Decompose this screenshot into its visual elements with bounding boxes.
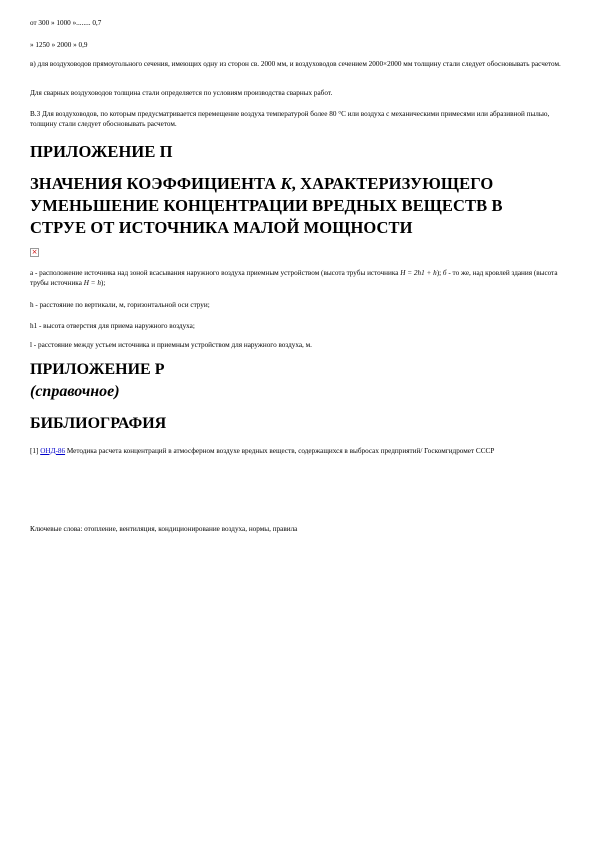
definition-h1: h1 - высота отверстия для приема наружного воздуха; <box>30 322 195 330</box>
definition-h: h - расстояние по вертикали, м, горизонтальной оси струи; <box>30 301 210 309</box>
broken-image-icon: × <box>31 248 38 256</box>
definition-b-end: ); <box>100 279 106 287</box>
definition-b-label: б <box>442 269 447 277</box>
appendix-p-title-part2: , ХАРАКТЕРИЗУЮЩЕГО УМЕНЬШЕНИЕ КОНЦЕНТРАЦИИ ВРЕДНЫХ ВЕЩЕСТВ В СТРУЕ ОТ ИСТОЧНИКА МАЛОЙ МОЩНОСТИ <box>30 174 503 237</box>
definition-b-text: - то же, над кровлей здания (высота трубы источника <box>30 269 558 287</box>
formula-b: H = h <box>83 279 101 287</box>
appendix-r-subheading: (справочное) <box>30 383 120 400</box>
definition-a-end: ); <box>436 269 443 277</box>
appendix-r-heading: ПРИЛОЖЕНИЕ Р <box>30 361 165 378</box>
appendix-p-heading: ПРИЛОЖЕНИЕ П <box>30 142 173 161</box>
definition-a-b <box>30 268 565 288</box>
bibliography-entry <box>30 446 565 456</box>
keywords-line: Ключевые слова: отопление, вентиляция, кондиционирование воздуха, нормы, правила <box>30 525 298 533</box>
bibliography-entry-number: [1] <box>30 447 41 455</box>
formula-a: H = 2h1 + h <box>400 269 437 277</box>
paragraph-v: в) для воздуховодов прямоугольного сечения, имеющих одну из сторон св. 2000 мм, и воздуховодов сечением 2000×2000 мм толщину стали следует обосновывать расчетом. <box>30 60 561 68</box>
appendix-p-title-k: K <box>280 174 292 193</box>
definition-l: l - расстояние между устьем источника и приемным устройством для наружного воздуха, м. <box>30 341 312 349</box>
bibliography-entry-text: Методика расчета концентраций в атмосферном воздухе вредных веществ, содержащихся в выбросах предприятий/ Госкомгидромет СССР <box>65 447 495 455</box>
range-line-1: от 300 » 1000 »........ 0,7 <box>30 19 102 27</box>
definition-a-text: а - расположение источника над зоной всасывания наружного воздуха приемным устройством (высота трубы источника <box>30 269 401 277</box>
range-line-2: » 1250 » 2000 » 0,9 <box>30 41 88 49</box>
bibliography-heading: БИБЛИОГРАФИЯ <box>30 415 167 432</box>
appendix-p-title <box>30 173 550 239</box>
paragraph-welded: Для сварных воздуховодов толщина стали определяется по условиям производства сварных работ. <box>30 89 333 97</box>
bibliography-link-ond86[interactable]: ОНД-86 <box>40 447 66 455</box>
appendix-p-title-part1: ЗНАЧЕНИЯ КОЭФФИЦИЕНТА <box>30 174 281 193</box>
paragraph-b3: В.3 Для воздуховодов, по которым предусматривается перемещение воздуха температурой более 80 °С или воздуха с механическими примесями или абразивной пылью, толщину стали следует обосновывать расчетом. <box>30 110 550 128</box>
